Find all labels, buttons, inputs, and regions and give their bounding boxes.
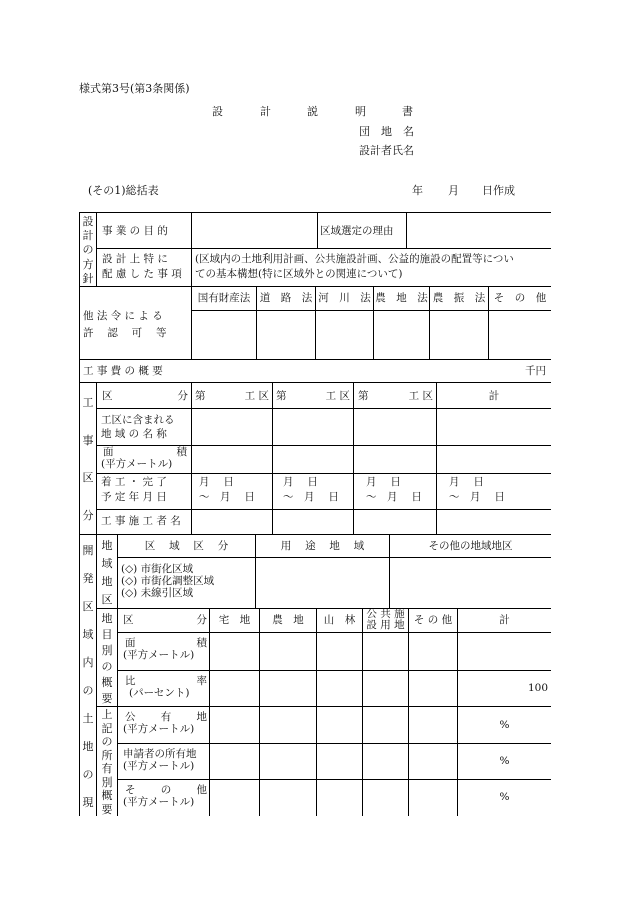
section-label: (その1)総括表 [88, 184, 159, 197]
schedule-label: 着 工 ・ 完 了 予 定 年 月 日 [101, 476, 167, 503]
option-urbanization-area[interactable]: (◇) 市街化区域 [121, 563, 194, 575]
region-name-label: 工区に含まれる 地 域 の 名 称 [101, 414, 175, 440]
other-district-header: その他の地域地区 [428, 540, 513, 552]
summary-table [79, 212, 551, 816]
zone-2-schedule[interactable]: 月 日 ～ 月 日 [283, 476, 339, 503]
option-urbanization-control-area[interactable]: (◇) 市街化調整区域 [121, 575, 215, 587]
purpose-field[interactable] [192, 213, 317, 248]
zone-1-header: 第 工 区 [195, 390, 269, 402]
category-vlabel: 地 目 別 の 概 要 [101, 611, 113, 705]
law-col-road: 道 路 法 [259, 292, 313, 304]
category-residential: 宅 地 [218, 614, 251, 626]
contractor-label: 工 事 施 工 者 名 [101, 515, 181, 527]
applicant-land-label: 申請者の所有地 (平方メートル) [123, 748, 197, 772]
category-area-label: 面 積 (平方メートル) [123, 637, 207, 661]
designer-name-label: 設計者氏名 [359, 144, 414, 157]
category-forest: 山 林 [323, 614, 356, 626]
land-status-vlabel: 開 発 区 域 内 の 土 地 の 現 [82, 543, 94, 809]
category-ratio-label: 比 率 (パーセント) [125, 675, 207, 699]
other-laws-label: 他 法 令 に よ る 許 認 可 等 [83, 310, 167, 339]
zone-3-header: 第 工 区 [358, 390, 433, 402]
law-col-farmland: 農 地 法 [375, 292, 428, 304]
category-total: 計 [499, 614, 510, 626]
category-other: そ の 他 [413, 614, 453, 626]
public-land-percent: % [499, 719, 510, 731]
applicant-land-percent: % [499, 755, 510, 767]
design-explanation-form: 様式第3号(第3条関係) 設 計 説 明 書 団 地 名 設計者氏名 (その1)総括表 年 月 日作成 設 計 の 方 針 事 業 の 目 的 区域選定の理由 設 計 上 特 に 配 慮 し た 事 項 (区域内の土地利用計画、公共施設計画、公益的施設の配置等につい ての基本構想(特に区域外との関連について) 他 法 令 に よ る 許 認 可 等 国有財産法 道 路 法 河 川 法 農 地 法 農 振 法 そ の 他 工 事 費 の 概 要 千円 工 事 区 分 区 分 第 工 区 第 工 区 第 工 区 計 工区に含まれる 地 域 の 名 称 面 積 (平方メートル) 着 工 ・ 完 了 予 定 年 月 日 月 日 ～ 月 日 月 日 ～ 月 日 月 日 ～ 月 日 月 日 ～ 月 日 工 事 施 工 者 名 開 発 区 域 内 の 土 地 の 現 地 域 地 区 区 域 区 分 用 途 地 域 その他の地域地区 (◇) 市街化区域 (◇) 市街化調整区域 (◇) 未線引区域 地 目 別 の 概 要 区 分 宅 地 農 地 山 林 公 共 施 設 用 地 そ の 他 計 面 積 (平方メートル) 比 率 (パーセント) 100 上 記 の 所 有 別 概 要 公 有 地 (平方メートル) % 申請者の所有地 (平方メートル) % そ の 他 (平方メートル) % [0, 0, 630, 903]
law-col-other: そ の 他 [493, 292, 547, 304]
zone-classification-header: 区 域 区 分 [144, 540, 229, 552]
option-undivided-area[interactable]: (◇) 未線引区域 [121, 587, 194, 599]
law-col-agri-promotion: 農 振 法 [432, 292, 486, 304]
law-col-national-property: 国有財産法 [197, 292, 251, 304]
special-consideration-label: 設 計 上 特 に 配 慮 し た 事 項 [102, 253, 182, 280]
construction-cost-unit: 千円 [525, 365, 546, 377]
use-zone-header: 用 途 地 域 [280, 540, 365, 552]
ownership-vlabel: 上 記 の 所 有 別 概 要 [101, 708, 113, 816]
zone-1-schedule[interactable]: 月 日 ～ 月 日 [199, 476, 255, 503]
reason-label: 区域選定の理由 [320, 225, 394, 237]
danchi-name-label: 団 地 名 [359, 125, 414, 138]
purpose-label: 事 業 の 目 的 [102, 225, 168, 237]
other-owner-label: そ の 他 (平方メートル) [123, 784, 207, 808]
public-land-label: 公 有 地 (平方メートル) [123, 711, 207, 735]
ratio-total-value: 100 [527, 682, 548, 694]
form-number: 様式第3号(第3条関係) [79, 82, 190, 95]
reason-field[interactable] [407, 213, 551, 248]
law-col-river: 河 川 法 [318, 292, 371, 304]
construction-cost-label: 工 事 費 の 概 要 [83, 365, 163, 377]
construction-zones-vlabel: 工 事 区 分 [82, 396, 94, 522]
category-public-facility: 公 共 施 設 用 地 [366, 608, 405, 631]
area-district-vlabel: 地 域 地 区 [101, 538, 113, 606]
zone-2-header: 第 工 区 [276, 390, 350, 402]
design-policy-vlabel: 設 計 の 方 針 [82, 214, 94, 286]
zone-3-schedule[interactable]: 月 日 ～ 月 日 [366, 476, 422, 503]
zone-total-header: 計 [488, 390, 500, 402]
special-consideration-note: (区域内の土地利用計画、公共施設計画、公益的施設の配置等につい ての基本構想(特に区域外との関連について) [195, 253, 514, 280]
other-owner-percent: % [499, 791, 510, 803]
category-kubun-label: 区 分 [123, 614, 207, 626]
category-farmland: 農 地 [272, 614, 304, 626]
zone-total-schedule[interactable]: 月 日 ～ 月 日 [449, 476, 505, 503]
zone-area-label: 面 積 (平方メートル) [101, 446, 187, 470]
zone-options[interactable] [121, 563, 253, 599]
zone-kubun-label: 区 分 [102, 390, 188, 402]
